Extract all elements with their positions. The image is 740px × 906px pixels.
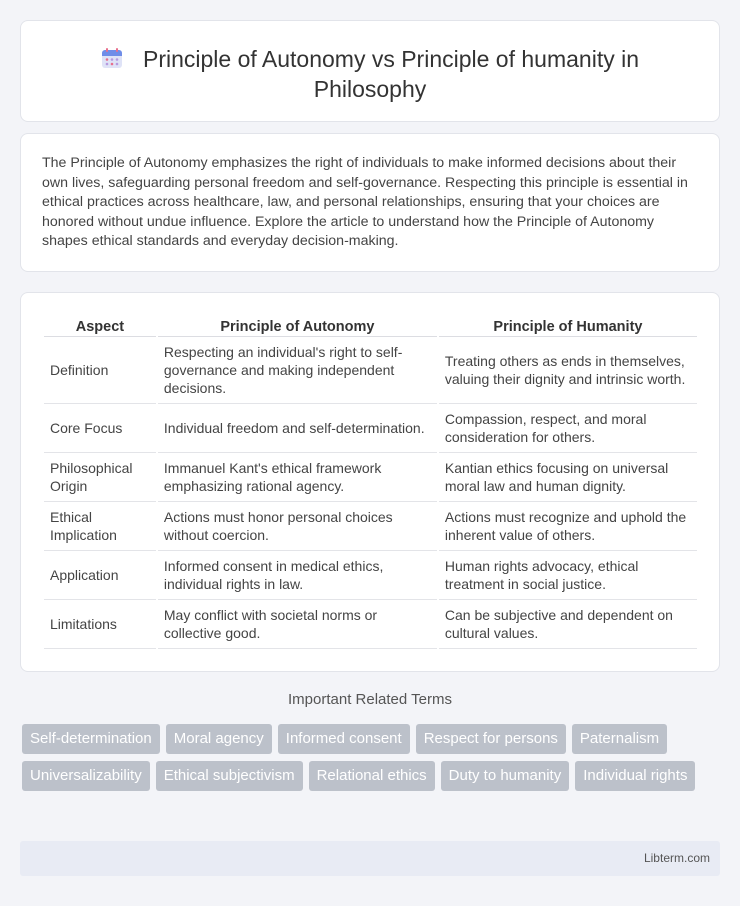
table-cell-aspect: Philosophical Origin: [44, 453, 156, 502]
column-header-autonomy: Principle of Autonomy: [158, 315, 437, 337]
table-row: [44, 453, 697, 502]
comparison-table: [42, 315, 699, 649]
table-row: [44, 502, 697, 551]
title-card: [20, 20, 720, 122]
footer-brand-link[interactable]: Libterm.com: [643, 851, 710, 865]
table-cell-humanity: Can be subjective and dependent on cultural values.: [439, 600, 697, 649]
table-cell-aspect: Core Focus: [44, 404, 156, 453]
table-cell-humanity: Kantian ethics focusing on universal moral law and human dignity.: [439, 453, 697, 502]
related-term-tag[interactable]: Moral agency: [166, 724, 272, 754]
table-cell-autonomy: Informed consent in medical ethics, individual rights in law.: [158, 551, 437, 600]
intro-paragraph: The Principle of Autonomy emphasizes the right of individuals to make informed decisions about their own lives, safeguarding personal freedom and self-governance. Respecting this principle is essential in ethical practices across healthcare, law, and personal relationships, ensuring that your choices are honored without undue influence. Explore the article to understand how the Principle of Autonomy shapes ethical standards and everyday decision-making.: [42, 155, 688, 249]
table-cell-autonomy: Respecting an individual's right to self-governance and making independent decisions.: [158, 337, 437, 404]
table-row: [44, 600, 697, 649]
table-cell-humanity: Compassion, respect, and moral consideration for others.: [439, 404, 697, 453]
page-title: [21, 44, 719, 104]
table-cell-humanity: Treating others as ends in themselves, valuing their dignity and intrinsic worth.: [439, 337, 697, 404]
related-term-tag[interactable]: Informed consent: [278, 724, 410, 754]
table-cell-humanity: Actions must recognize and uphold the inherent value of others.: [439, 502, 697, 551]
table-cell-aspect: Limitations: [44, 600, 156, 649]
title-line-1: Principle of Autonomy vs Principle of humanity in: [142, 46, 640, 72]
related-term-tag[interactable]: Universalizability: [22, 761, 150, 791]
table-cell-autonomy: May conflict with societal norms or collective good.: [158, 600, 437, 649]
related-term-tag[interactable]: Ethical subjectivism: [156, 761, 303, 791]
column-header-aspect: Aspect: [44, 315, 156, 337]
table-header-row: [44, 315, 697, 337]
table-row: [44, 404, 697, 453]
related-terms-heading: Important Related Terms: [288, 691, 452, 708]
related-term-tag[interactable]: Relational ethics: [309, 761, 435, 791]
footer: [20, 841, 720, 876]
calendar-icon: [101, 47, 123, 69]
related-term-tag[interactable]: Respect for persons: [416, 724, 566, 754]
related-term-tag[interactable]: Paternalism: [572, 724, 667, 754]
table-row: [44, 337, 697, 404]
table-cell-aspect: Application: [44, 551, 156, 600]
column-header-humanity: Principle of Humanity: [439, 315, 697, 337]
related-term-tag[interactable]: Individual rights: [575, 761, 695, 791]
related-term-tag[interactable]: Self-determination: [22, 724, 160, 754]
comparison-table-card: [20, 292, 720, 672]
table-row: [44, 551, 697, 600]
table-cell-autonomy: Actions must honor personal choices without coercion.: [158, 502, 437, 551]
table-cell-autonomy: Immanuel Kant's ethical framework emphasizing rational agency.: [158, 453, 437, 502]
table-cell-autonomy: Individual freedom and self-determination.: [158, 404, 437, 453]
related-terms-list: [22, 724, 718, 791]
related-term-tag[interactable]: Duty to humanity: [441, 761, 570, 791]
intro-card: [20, 133, 720, 272]
table-cell-humanity: Human rights advocacy, ethical treatment in social justice.: [439, 551, 697, 600]
table-cell-aspect: Ethical Implication: [44, 502, 156, 551]
table-cell-aspect: Definition: [44, 337, 156, 404]
title-line-2: Philosophy: [313, 76, 427, 102]
